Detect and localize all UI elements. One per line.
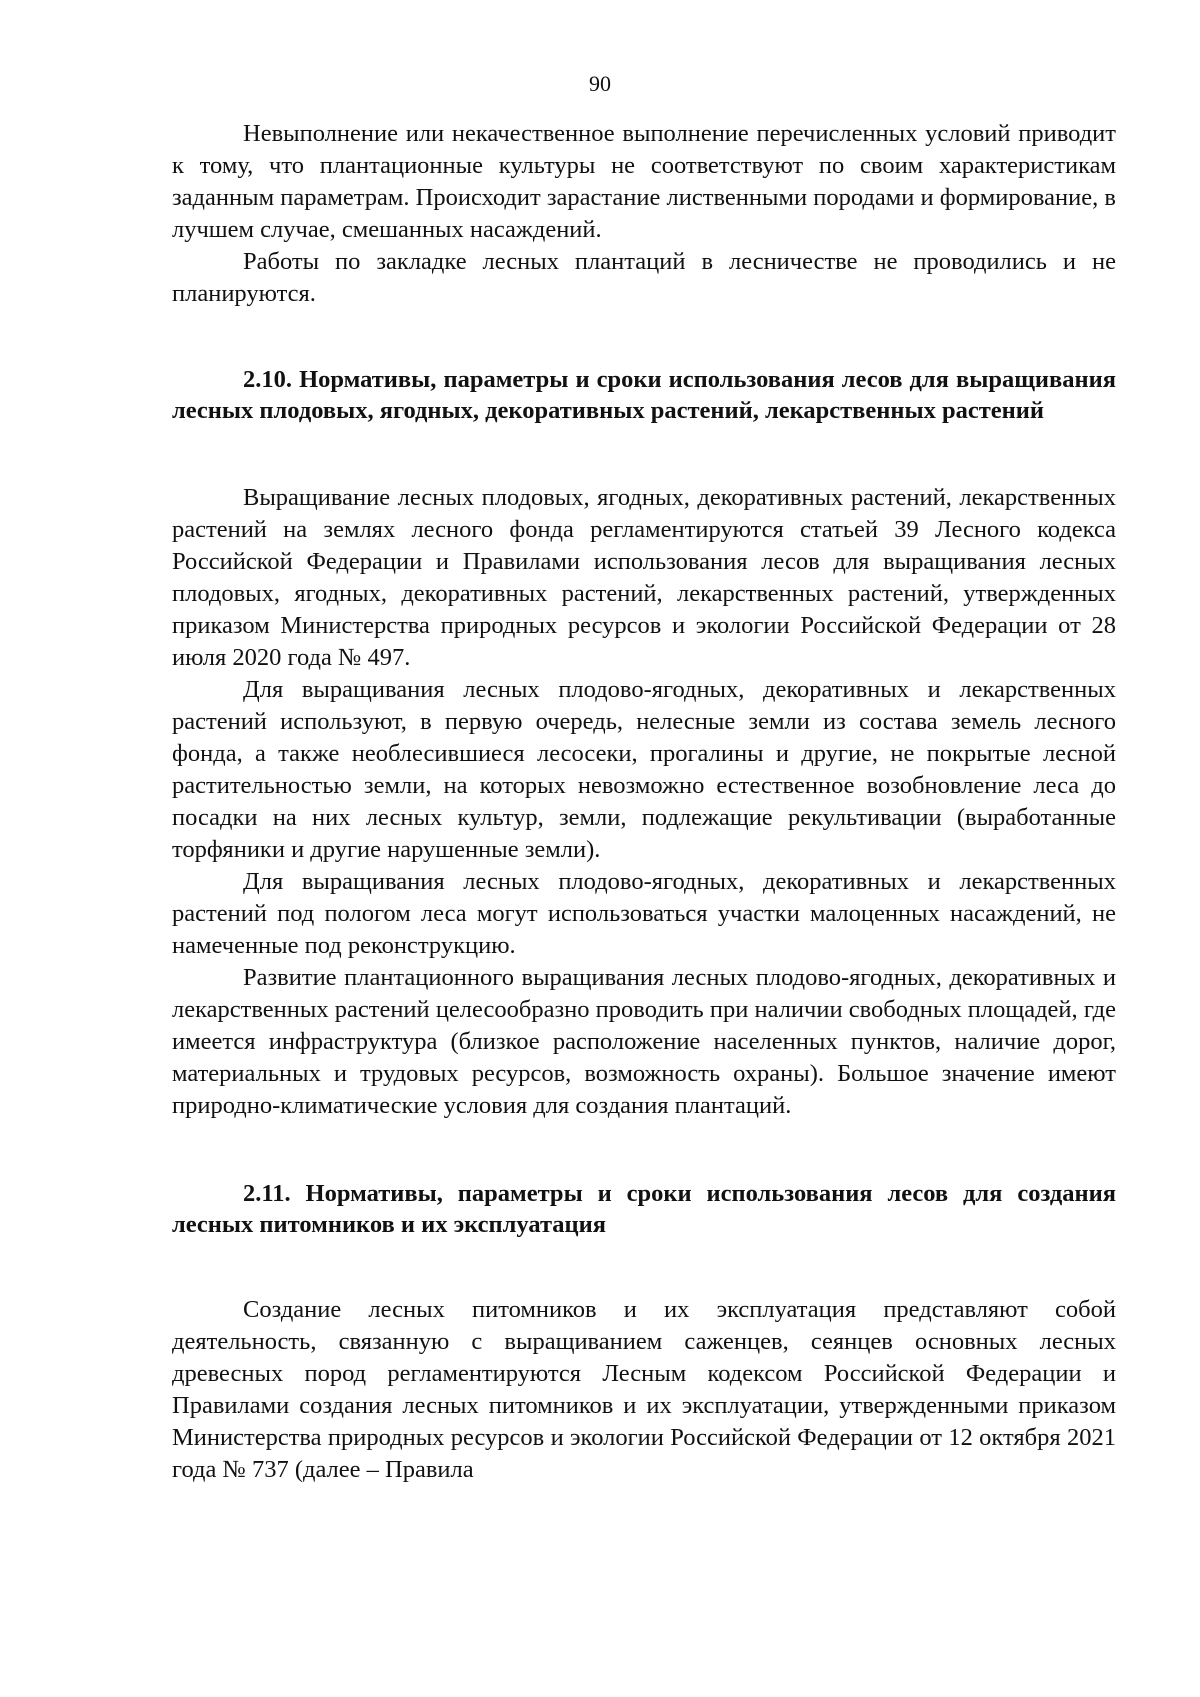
section-heading-2-10: 2.10. Нормативы, параметры и сроки использования лесов для выращивания лесных плодовых, ягодных, декоративных растений, лекарственных растений [172, 366, 1116, 424]
section-spacer [172, 1122, 1116, 1178]
body-paragraph: Для выращивания лесных плодово-ягодных, декоративных и лекарственных растений используют, в первую очередь, нелесные земли из состава земель лесного фонда, а также необлесившиеся лесосеки, прогалины и другие, не покрытые лесной растительностью земли, на которых невозможно естественное возобновление леса до посадки на них лесных культур, земли, подлежащие рекультивации (выработанные торфяники и другие нарушенные земли). [172, 676, 1116, 863]
body-paragraph: Работы по закладке лесных плантаций в лесничестве не проводились и не планируются. [172, 248, 1116, 307]
body-paragraph: Развитие плантационного выращивания лесных плодово-ягодных, декоративных и лекарственных растений целесообразно проводить при наличии свободных площадей, где имеется инфраструктура (близкое расположение населенных пунктов, наличие дорог, материальных и трудовых ресурсов, возможность охраны). Большое значение имеют природно-климатические условия для создания плантаций. [172, 964, 1116, 1119]
body-paragraph: Для выращивания лесных плодово-ягодных, декоративных и лекарственных растений под пологом леса могут использоваться участки малоценных насаждений, не намеченные под реконструкцию. [172, 868, 1116, 959]
section-spacer [172, 310, 1116, 364]
body-paragraph: Невыполнение или некачественное выполнение перечисленных условий приводит к тому, что плантационные культуры не соответствуют по своим характеристикам заданным параметрам. Происходит зарастание лиственными породами и формирование, в лучшем случае, смешанных насаждений. [172, 120, 1116, 243]
body-paragraph: Выращивание лесных плодовых, ягодных, декоративных растений, лекарственных растений на землях лесного фонда регламентируются статьей 39 Лесного кодекса Российской Федерации и Правилами использования лесов для выращивания лесных плодовых, ягодных, декоративных растений, лекарственных растений, утвержденных приказом Министерства природных ресурсов и экологии Российской Федерации от 28 июля 2020 года № 497. [172, 484, 1116, 671]
section-spacer [172, 1240, 1116, 1294]
section-heading-2-11: 2.11. Нормативы, параметры и сроки использования лесов для создания лесных питомников и их эксплуатация [172, 1180, 1116, 1238]
body-paragraph: Создание лесных питомников и их эксплуатация представляют собой деятельность, связанную с выращиванием саженцев, сеянцев основных лесных древесных пород регламентируются Лесным кодексом Российской Федерации и Правилами создания лесных питомников и их эксплуатации, утвержденными приказом Министерства природных ресурсов и экологии Российской Федерации от 12 октября 2021 года № 737 (далее – Правила [172, 1296, 1116, 1483]
page-content [172, 118, 1116, 1486]
section-spacer [172, 426, 1116, 482]
page-number: 90 [589, 71, 611, 96]
